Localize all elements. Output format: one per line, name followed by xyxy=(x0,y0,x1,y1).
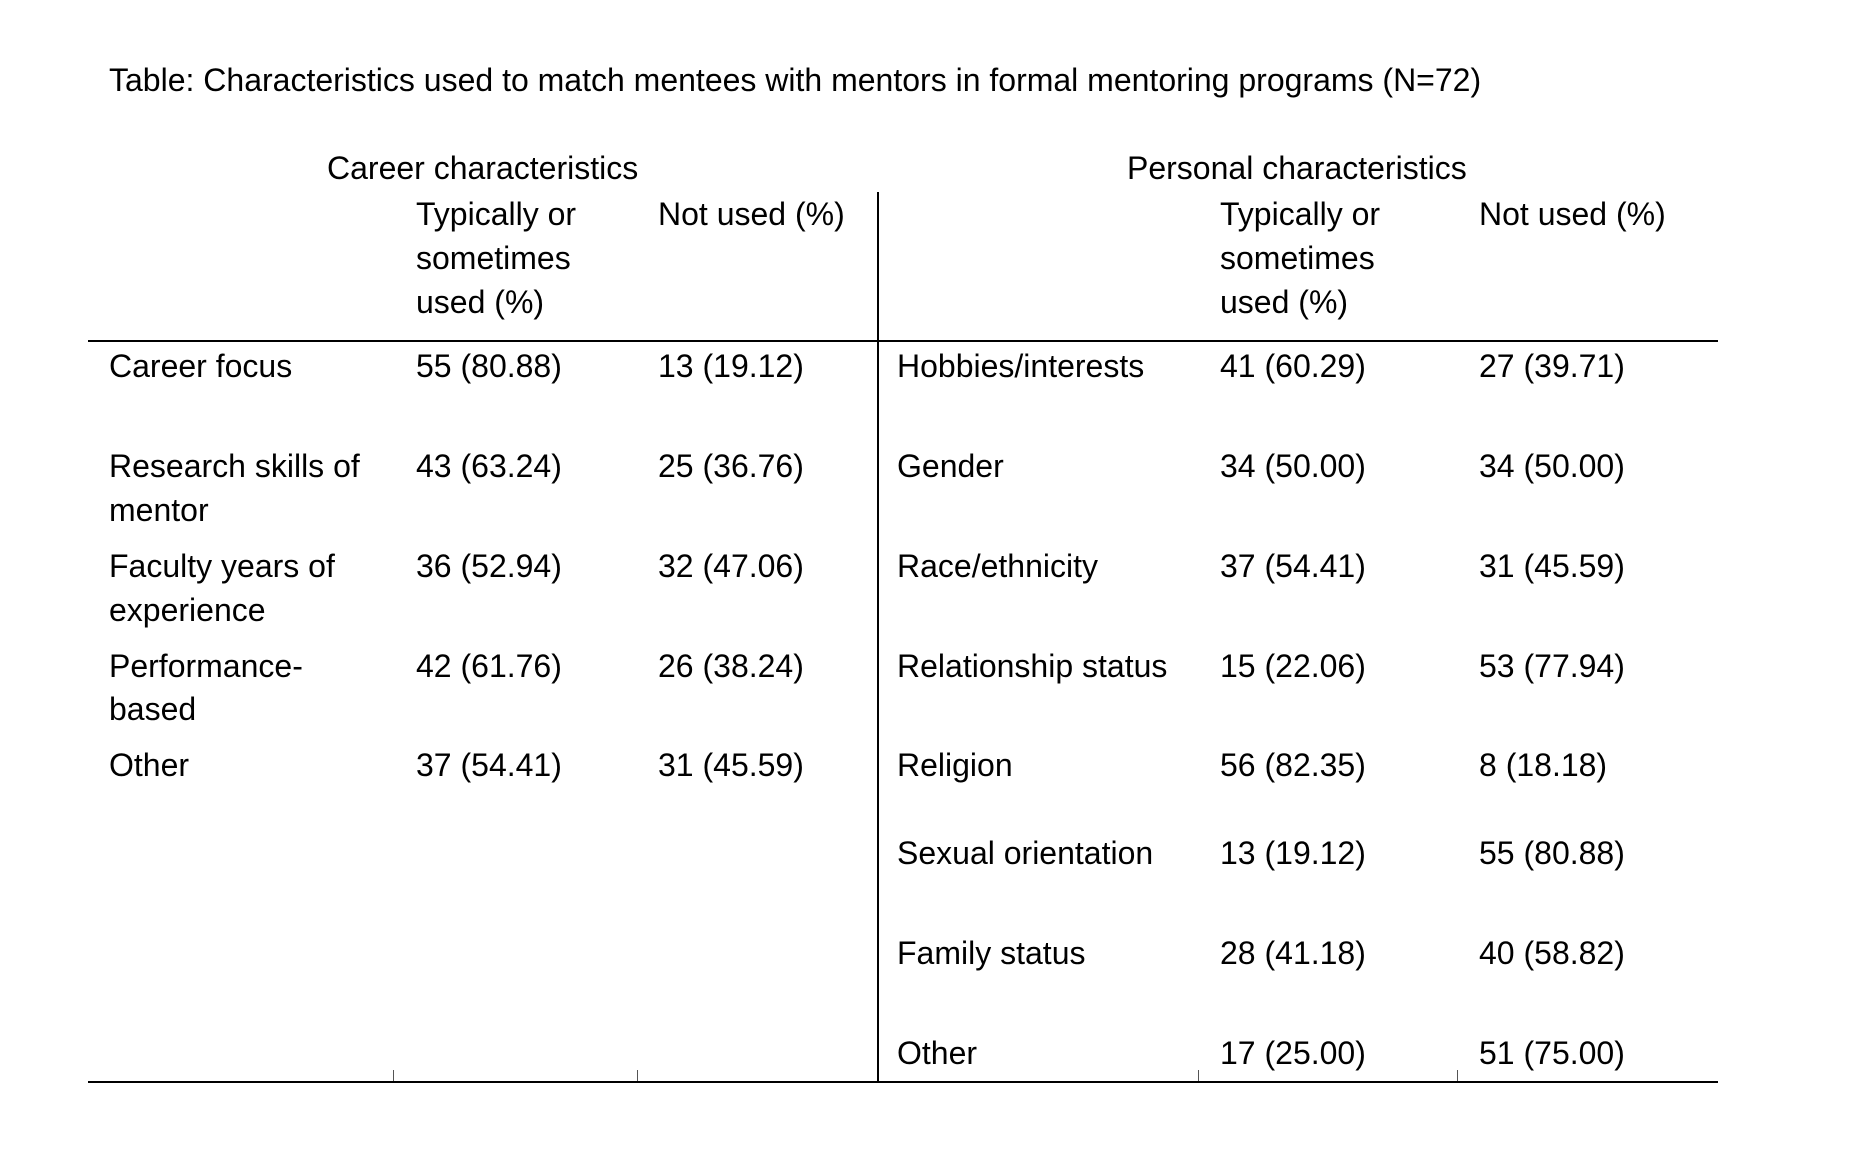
career-row-used: 43 (63.24) xyxy=(416,448,562,484)
column-tick xyxy=(637,1070,638,1081)
personal-used-header-line1: Typically or xyxy=(1220,196,1381,232)
personal-row-used: 17 (25.00) xyxy=(1220,1035,1366,1071)
personal-row-not-used: 51 (75.00) xyxy=(1479,1035,1625,1071)
personal-row-not-used: 40 (58.82) xyxy=(1479,935,1625,971)
column-tick xyxy=(393,1070,394,1081)
career-row-label: Career focus xyxy=(109,348,293,384)
personal-row-used: 28 (41.18) xyxy=(1220,935,1366,971)
career-row-used: 55 (80.88) xyxy=(416,348,562,384)
career-row-not-used: 31 (45.59) xyxy=(658,747,804,783)
personal-row-label: Family status xyxy=(897,935,1086,971)
personal-row-not-used: 8 (18.18) xyxy=(1479,747,1608,783)
career-row-label: Performance- xyxy=(109,648,303,684)
personal-not-used-header: Not used (%) xyxy=(1479,196,1666,232)
career-row-label: Faculty years of xyxy=(109,548,335,584)
column-tick xyxy=(1198,1070,1199,1081)
personal-used-header-line3: used (%) xyxy=(1220,284,1349,320)
personal-row-label: Other xyxy=(897,1035,978,1071)
career-row-label: Other xyxy=(109,747,190,783)
career-used-header-line3: used (%) xyxy=(416,284,545,320)
personal-row-not-used: 53 (77.94) xyxy=(1479,648,1625,684)
header-rule xyxy=(88,340,1718,342)
personal-group-header: Personal characteristics xyxy=(1127,150,1467,186)
personal-row-label: Religion xyxy=(897,747,1013,783)
career-row-not-used: 25 (36.76) xyxy=(658,448,804,484)
career-used-header-line2: sometimes xyxy=(416,240,571,276)
personal-row-used: 56 (82.35) xyxy=(1220,747,1366,783)
career-row-used: 42 (61.76) xyxy=(416,648,562,684)
career-not-used-header: Not used (%) xyxy=(658,196,845,232)
personal-row-not-used: 27 (39.71) xyxy=(1479,348,1625,384)
personal-row-label: Gender xyxy=(897,448,1004,484)
personal-row-label: Race/ethnicity xyxy=(897,548,1098,584)
bottom-rule xyxy=(88,1081,1718,1083)
career-row-not-used: 26 (38.24) xyxy=(658,648,804,684)
table-title: Table: Characteristics used to match mentees with mentors in formal mentoring programs (N=72) xyxy=(109,62,1482,98)
personal-row-used: 15 (22.06) xyxy=(1220,648,1366,684)
career-group-header: Career characteristics xyxy=(327,150,639,186)
career-row-label-line2: mentor xyxy=(109,492,209,528)
personal-row-not-used: 34 (50.00) xyxy=(1479,448,1625,484)
personal-row-not-used: 55 (80.88) xyxy=(1479,835,1625,871)
personal-row-label: Relationship status xyxy=(897,648,1168,684)
personal-row-used: 34 (50.00) xyxy=(1220,448,1366,484)
personal-row-used: 37 (54.41) xyxy=(1220,548,1366,584)
column-divider xyxy=(877,192,879,1083)
personal-used-header-line2: sometimes xyxy=(1220,240,1375,276)
career-row-label-line2: based xyxy=(109,691,197,727)
career-row-not-used: 32 (47.06) xyxy=(658,548,804,584)
personal-row-not-used: 31 (45.59) xyxy=(1479,548,1625,584)
career-row-used: 37 (54.41) xyxy=(416,747,562,783)
career-row-label: Research skills of xyxy=(109,448,360,484)
career-row-used: 36 (52.94) xyxy=(416,548,562,584)
personal-row-used: 13 (19.12) xyxy=(1220,835,1366,871)
column-tick xyxy=(1457,1070,1458,1081)
career-row-label-line2: experience xyxy=(109,592,266,628)
personal-row-label: Sexual orientation xyxy=(897,835,1154,871)
career-row-not-used: 13 (19.12) xyxy=(658,348,804,384)
personal-row-used: 41 (60.29) xyxy=(1220,348,1366,384)
career-used-header-line1: Typically or xyxy=(416,196,577,232)
personal-row-label: Hobbies/interests xyxy=(897,348,1145,384)
